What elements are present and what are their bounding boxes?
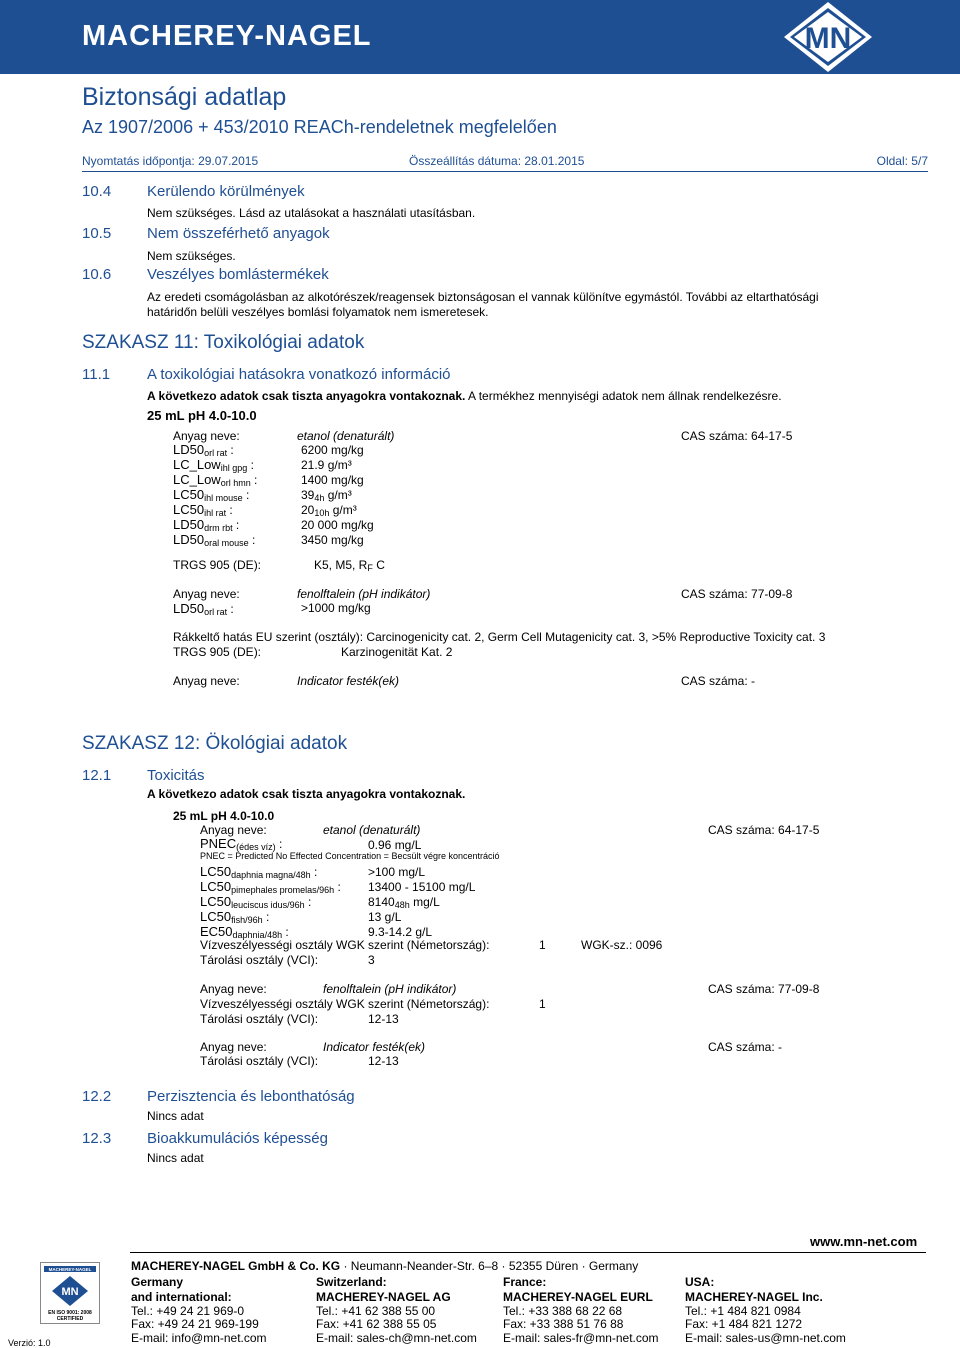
tox-key-sub: orl hmn [220,478,251,488]
tox-value [368,925,432,939]
wgk-value: 1 [539,997,546,1011]
carcinogenicity-text: Rákkeltő hatás EU szerint (osztály): Carcinogenicity cat. 2, Germ Cell Mutagenicity cat. 3, >5% Reproductive Toxicity cat. 3 [173,630,826,644]
section-text: Nincs adat [147,1151,204,1165]
tox-key-sub: daphnia/48h [232,930,283,940]
tox-value-main: 1400 mg/kg [301,473,364,487]
footer-divider [130,1252,926,1253]
meta-line [82,152,928,172]
substance-label: Anyag neve: [173,429,240,443]
substance-label: Anyag neve: [200,982,267,996]
section-number: 12.3 [82,1130,112,1147]
section-text: Nem szükséges. Lásd az utalásokat a használati utasításban. [147,206,476,220]
tox-key-main: LC50 [173,502,205,517]
tox-value [368,910,401,924]
contact-email[interactable]: E-mail: info@mn-net.com [131,1331,267,1345]
tox-value [368,865,425,879]
vci-label: Tárolási osztály (VCI): [200,1012,319,1026]
contact-heading: Germany [131,1275,184,1289]
section-heading: Bioakkumulációs képesség [147,1130,328,1147]
contact-phone: Tel.: +41 62 388 55 00 [316,1304,436,1318]
intro-text: A következo adatok csak tiszta anyagokra vontakoznak. [147,787,466,801]
tox-value-tail: g/m³ [329,503,357,517]
tox-value-main: 21.9 g/m³ [301,458,352,472]
cert-line-2: CERTIFIED [56,1316,84,1322]
product-name: 25 mL pH 4.0-10.0 [147,408,257,423]
section-text: Az eredeti csomágolásban az alkotórészek/reagensek biztonságosan el vannak különítve egymástól. További az eltarthatósági [147,290,819,304]
cert-brand: MACHEREY-NAGEL [48,1267,92,1272]
tox-key-sub: ihl mouse [204,493,243,503]
contact-fax: Fax: +1 484 821 1272 [685,1317,803,1331]
contact-company: MACHEREY-NAGEL AG [316,1290,451,1304]
mn-logo [780,0,876,76]
tox-key-sub: ihl rat [204,508,227,518]
tox-key-main: LC_Low [173,472,221,487]
tox-key: LC50ihl mouse : [173,487,250,503]
pnec-key-main: PNEC [200,836,237,851]
tox-key: LD50oral mouse : [173,532,256,548]
section-heading: Nem összeférhető anyagok [147,225,330,242]
section-number: 10.5 [82,225,112,242]
document-subtitle: Az 1907/2006 + 453/2010 REACh-rendeletnek megfelelően [82,117,557,137]
substance-label: Anyag neve: [200,823,267,837]
tox-value-main: 20 000 mg/kg [301,518,374,532]
tox-value [301,488,352,503]
contact-email[interactable]: E-mail: sales-us@mn-net.com [685,1331,846,1345]
tox-key-main: EC50 [200,924,233,939]
tox-value-main: 13 g/L [368,910,402,924]
tox-value: >1000 mg/kg [301,601,371,615]
tox-value [301,458,352,472]
substance-label: Anyag neve: [173,674,240,688]
section-heading: A toxikológiai hatásokra vonatkozó információ [147,366,451,383]
tox-value [301,518,374,532]
tox-key-main: LC50 [200,909,232,924]
section-number: 12.2 [82,1088,112,1105]
tox-key: LC50leuciscus idus/96h : [200,894,312,910]
tox-value-sub: 10h [314,508,330,518]
intro-rest: A termékhez mennyiségi adatok nem állnak rendelkezésre. [465,389,782,403]
contact-company: and international: [131,1290,232,1304]
tox-value-main: 39 [301,488,315,502]
cas-number: CAS száma: 64-17-5 [708,823,820,837]
cert-line-1: EN ISO 9001: 2008 [48,1310,92,1316]
tox-key: LD50orl rat : [173,601,234,617]
tox-value-main: >100 mg/L [368,865,426,879]
tox-key: LC50pimephales promelas/96h : [200,879,341,895]
iso-certificate-logo [40,1262,100,1324]
intro-text [147,389,782,403]
section-heading: Perzisztencia és lebonthatóság [147,1088,355,1105]
company-line [131,1259,638,1273]
tox-key: LC50ihl rat : [173,502,233,518]
tox-key: LC_Loworl hmn : [173,472,258,488]
vci-value: 12-13 [368,1012,399,1026]
substance-name: Indicator festék(ek) [323,1040,426,1054]
tox-value-sub: 48h [394,900,410,910]
cas-number: CAS száma: - [708,1040,783,1054]
tox-value [301,443,364,457]
cert-logo-text: MN [61,1286,79,1298]
tox-value-main: 3450 mg/kg [301,533,364,547]
tox-key: LD50orl rat : [173,442,234,458]
intro-bold: A következo adatok csak tiszta anyagokra vontakoznak. [147,389,466,403]
tox-value [301,533,364,547]
substance-label: Anyag neve: [173,587,240,601]
tox-value-sub: 4h [314,493,325,503]
tox-key-main: LC_Low [173,457,221,472]
tox-value [301,473,364,487]
wgk-label: Vízveszélyességi osztály WGK szerint (Németország): [200,997,490,1011]
substance-name: etanol (denaturált) [323,823,421,837]
contact-phone: Tel.: +1 484 821 0984 [685,1304,801,1318]
trgs-label: TRGS 905 (DE): [173,558,262,572]
contact-email[interactable]: E-mail: sales-ch@mn-net.com [316,1331,477,1345]
tox-key-sub: leuciscus idus/96h [231,900,305,910]
contact-phone: Tel.: +33 388 68 22 68 [503,1304,623,1318]
tox-key-sub: drm rbt [204,523,233,533]
trgs-value-sub: F [367,563,373,573]
cas-number: CAS száma: 77-09-8 [681,587,793,601]
substance-label: Anyag neve: [200,1040,267,1054]
contact-heading: USA: [685,1275,715,1289]
section-text: Nincs adat [147,1109,204,1123]
vci-label: Tárolási osztály (VCI): [200,953,319,967]
trgs-value [314,558,385,573]
trgs-value-tail: C [372,558,385,572]
mn-logo-text: MN [804,22,852,55]
section-title: SZAKASZ 12: Ökológiai adatok [82,733,348,754]
contact-fax: Fax: +33 388 51 76 88 [503,1317,624,1331]
contact-email[interactable]: E-mail: sales-fr@mn-net.com [503,1331,659,1345]
wgk-label: Vízveszélyességi osztály WGK szerint (Németország): [200,938,490,952]
website-link[interactable]: www.mn-net.com [810,1234,918,1249]
tox-key-main: LD50 [173,601,205,616]
contact-fax: Fax: +49 24 21 969-199 [131,1317,259,1331]
section-heading: Veszélyes bomlástermékek [147,266,329,283]
contact-heading: France: [503,1275,547,1289]
contact-company: MACHEREY-NAGEL Inc. [685,1290,823,1304]
tox-value-main: 6200 mg/kg [301,443,364,457]
document-title: Biztonsági adatlap [82,83,287,111]
tox-value-tail: g/m³ [324,488,352,502]
pnec-value: 0.96 mg/L [368,838,422,852]
tox-key: LC50daphnia magna/48h : [200,864,318,880]
wgk-value: 1 [539,938,546,952]
tox-key-sub: orl rat [204,448,228,458]
vci-value: 12-13 [368,1054,399,1068]
tox-value-main: 13400 - 15100 mg/L [368,880,476,894]
tox-key-main: LC50 [200,894,232,909]
section-number: 10.6 [82,266,112,283]
page-number: Oldal: 5/7 [876,154,928,168]
tox-key: LC_Lowihl gpg : [173,457,254,473]
cas-number: CAS száma: 77-09-8 [708,982,820,996]
section-number: 12.1 [82,767,112,784]
version: Verzió: 1.0 [8,1338,51,1348]
substance-name: fenolftalein (pH indikátor) [297,587,431,601]
substance-name: Indicator festék(ek) [297,674,400,688]
substance-name: etanol (denaturált) [297,429,395,443]
vci-label: Tárolási osztály (VCI): [200,1054,319,1068]
tox-key-main: LD50 [173,517,205,532]
tox-value [368,880,475,894]
tox-key-main: LC50 [200,879,232,894]
tox-key-sub: daphnia magna/48h [231,870,311,880]
tox-value-main: 9.3-14.2 g/L [368,925,433,939]
section-heading: Kerülendo körülmények [147,183,305,200]
wgk-number: WGK-sz.: 0096 [581,938,663,952]
print-date: Nyomtatás időpontja: 29.07.2015 [82,154,259,168]
section-heading: Toxicitás [147,767,205,784]
tox-key-sub: fish/96h [231,915,263,925]
brand-name: MACHEREY-NAGEL [82,20,372,52]
tox-key-main: LD50 [173,532,205,547]
tox-key-main: LC50 [173,487,205,502]
contact-company: MACHEREY-NAGEL EURL [503,1290,653,1304]
cas-number: CAS száma: 64-17-5 [681,429,793,443]
tox-key-main: LD50 [173,442,205,457]
tox-key-sub: pimephales promelas/96h [231,885,335,895]
trgs-label: TRGS 905 (DE): [173,645,262,659]
tox-value [368,895,440,910]
section-number: 10.4 [82,183,112,200]
section-title: SZAKASZ 11: Toxikológiai adatok [82,332,365,353]
tox-key: LD50drm rbt : [173,517,240,533]
vci-value: 3 [368,953,375,967]
compile-date: Összeállítás dátuma: 28.01.2015 [409,154,585,168]
tox-value-main: 20 [301,503,315,517]
section-text: Nem szükséges. [147,249,236,263]
pnec-key: PNEC(édes víz) : [200,836,283,852]
tox-key-sub: oral mouse [204,538,249,548]
contact-phone: Tel.: +49 24 21 969-0 [131,1304,245,1318]
company-address: · Neumann-Neander-Str. 6–8 · 52355 Düren · Germany [340,1259,639,1273]
pnec-note: PNEC = Predicted No Effected Concentration = Becsült végre koncentráció [200,851,500,861]
header-bar [0,0,960,74]
section-number: 11.1 [82,366,111,383]
tox-key: LC50fish/96h : [200,909,270,925]
tox-key-sub: ihl gpg [220,463,248,473]
trgs-value-main: K5, M5, R [314,558,368,572]
cas-number: CAS száma: - [681,674,756,688]
tox-key-sub: orl rat [204,607,228,617]
trgs-value: Karzinogenität Kat. 2 [341,645,453,659]
contact-heading: Switzerland: [316,1275,387,1289]
substance-name: fenolftalein (pH indikátor) [323,982,457,996]
tox-key: EC50daphnia/48h : [200,924,289,940]
tox-value-tail: mg/L [409,895,440,909]
contact-fax: Fax: +41 62 388 55 05 [316,1317,437,1331]
tox-key-main: LC50 [200,864,232,879]
product-name: 25 mL pH 4.0-10.0 [173,809,275,823]
tox-value-main: 8140 [368,895,395,909]
tox-value [301,503,357,518]
section-text: határidőn belüli veszélyes bomlási folyamatok nem ismeretesek. [147,305,489,319]
pnec-key-sub: (édes víz) [236,842,276,852]
company-name: MACHEREY-NAGEL GmbH & Co. KG [131,1259,341,1273]
